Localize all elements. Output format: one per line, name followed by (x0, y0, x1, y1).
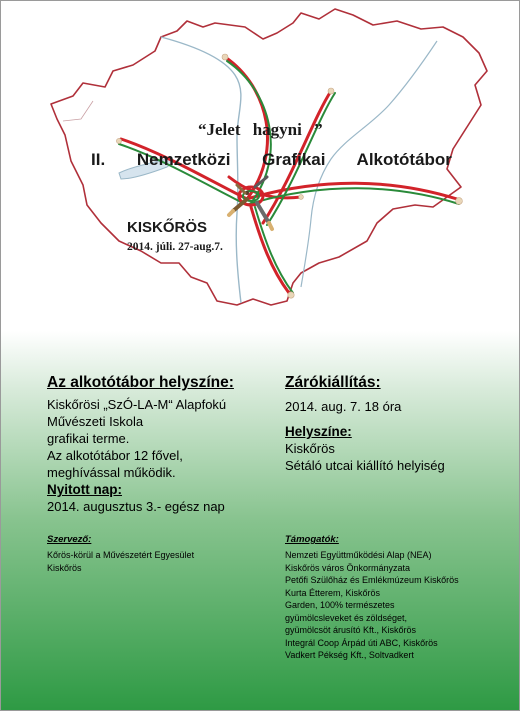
sponsor-line: Vadkert Pékség Kft., Soltvadkert (285, 650, 414, 660)
sponsor-line: Nemzeti Együttműködési Alap (NEA) (285, 550, 432, 560)
sponsor-line: Kiskőrös város Önkormányzata (285, 562, 411, 573)
closing-location-line: Kiskőrös (285, 441, 335, 456)
sponsor-line: Petőfi Szülőház és Emlékmúzeum Kiskőrös (285, 575, 459, 585)
venue-lines (47, 396, 234, 481)
closing-heading: Zárókiállítás: (285, 374, 381, 391)
event-city: KISKŐRÖS (127, 219, 208, 236)
sponsor-line: Integrál Coop Árpád úti ABC, Kiskőrös (285, 637, 438, 648)
sponsor-line: Garden, 100% természetes (285, 600, 395, 610)
venue-line: meghívással működik. (47, 465, 176, 480)
organizer-lines (47, 549, 194, 574)
organizer-line: Kőrös-körül a Művészetért Egyesület (47, 550, 195, 560)
venue-line: grafikai terme. (47, 431, 130, 446)
venue-line: Művészeti Iskola (47, 414, 144, 429)
closing-section (285, 374, 445, 474)
closing-date: 2014. aug. 7. 18 óra (285, 399, 402, 414)
sponsors-heading: Támogatók: (285, 534, 339, 545)
venue-line: Az alkotótábor 12 fővel, (47, 448, 183, 463)
closing-location-line: Sétáló utcai kiállító helyiség (285, 458, 445, 473)
open-day-heading: Nyitott nap: (47, 482, 122, 497)
poster-title: II. Nemzetközi Grafikai Alkotótábor (91, 150, 452, 169)
sponsors-lines (285, 549, 459, 662)
closing-location (285, 440, 445, 474)
poster-quote: “Jelet hagyni ” (198, 120, 323, 139)
sponsor-line: Kurta Étterem, Kiskőrös (285, 587, 381, 598)
closing-location-heading: Helyszíne: (285, 424, 352, 439)
open-day-date: 2014. augusztus 3.- egész nap (47, 499, 225, 514)
sponsor-line: gyümölcsöt árusító Kft., Kiskőrös (285, 625, 417, 635)
event-dates: 2014. júli. 27-aug.7. (127, 241, 223, 253)
organizer-section (47, 534, 194, 574)
venue-heading: Az alkotótábor helyszíne: (47, 374, 234, 391)
organizer-line: Kiskőrös (47, 562, 82, 573)
venue-line: Kiskőrösi „SzÓ-LA-M“ Alapfokú (47, 397, 227, 412)
venue-section (47, 374, 234, 515)
organizer-heading: Szervező: (47, 534, 92, 545)
sponsor-line: gyümölcsleveket és zöldséget, (285, 612, 408, 623)
sponsors-section (285, 534, 459, 662)
